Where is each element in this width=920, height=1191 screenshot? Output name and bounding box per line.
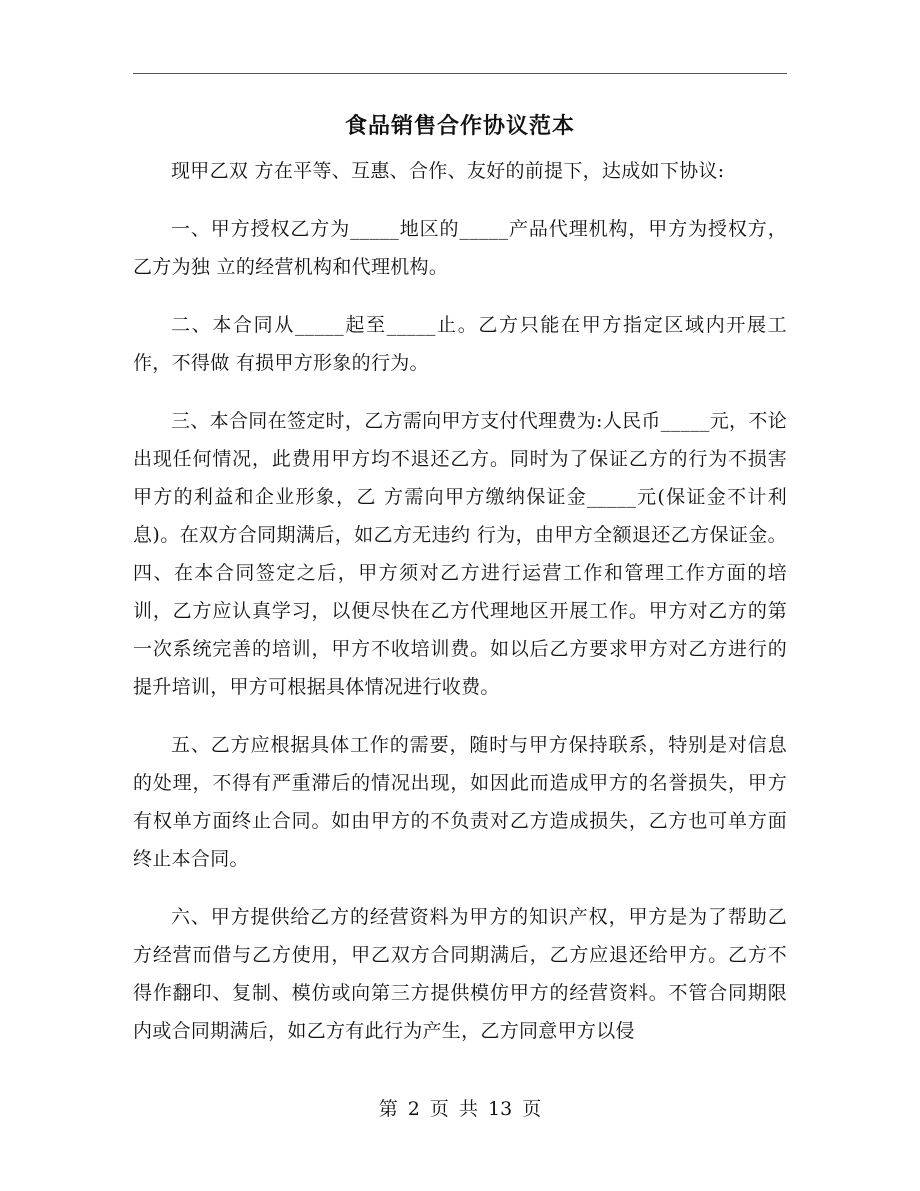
paragraph-clause-6: 六、甲方提供给乙方的经营资料为甲方的知识产权，甲方是为了帮助乙方经营而借与乙方使用，甲乙双方合同期满后，乙方应退还给甲方。乙方不得作翻印、复制、模仿或向第三方提供模仿甲方的经营资料。不管合同期限内或合同期满后，如乙方有此行为产生，乙方同意甲方以侵: [133, 906, 787, 1042]
document-title: 食品销售合作协议范本: [344, 113, 575, 139]
paragraph-clause-5: 五、乙方应根据具体工作的需要，随时与甲方保持联系，特别是对信息的处理，不得有严重滞后的情况出现，如因此而造成甲方的名誉损失，甲方有权单方面终止合同。如由甲方的不负责对乙方造成损失，乙方也可单方面终止本合同。: [133, 734, 787, 870]
paragraph-preamble: 现甲乙双 方在平等、互惠、合作、友好的前提下，达成如下协议:: [171, 160, 725, 182]
paragraph-clause-1: 一、甲方授权乙方为_____地区的_____产品代理机构，甲方为授权方，乙方为独 立的经营机构和代理机构。: [133, 218, 787, 278]
header-rule: [133, 73, 787, 74]
page-number-footer: 第 2 页 共 13 页: [378, 1098, 542, 1120]
paragraph-clause-3-4: 三、本合同在签定时，乙方需向甲方支付代理费为:人民币_____元，不论出现任何情况，此费用甲方均不退还乙方。同时为了保证乙方的行为不损害甲方的利益和企业形象，乙 方需向甲方缴纳保证金_____元(保证金不计利息)。在双方合同期满后，如乙方无违约 行为，由甲方全额退还乙方保证金。四、在本合同签定之后，甲方须对乙方进行运营工作和管理工作方面的培训，乙方应认真学习，以便尽快在乙方代理地区开展工作。甲方对乙方的第一次系统完善的培训，甲方不收培训费。如以后乙方要求甲方对乙方进行的提升培训，甲方可根据具体情况进行收费。: [133, 410, 787, 698]
document-body: [133, 152, 787, 1070]
paragraph-clause-2: 二、本合同从_____起至_____止。乙方只能在甲方指定区域内开展工作，不得做 有损甲方形象的行为。: [133, 314, 787, 374]
